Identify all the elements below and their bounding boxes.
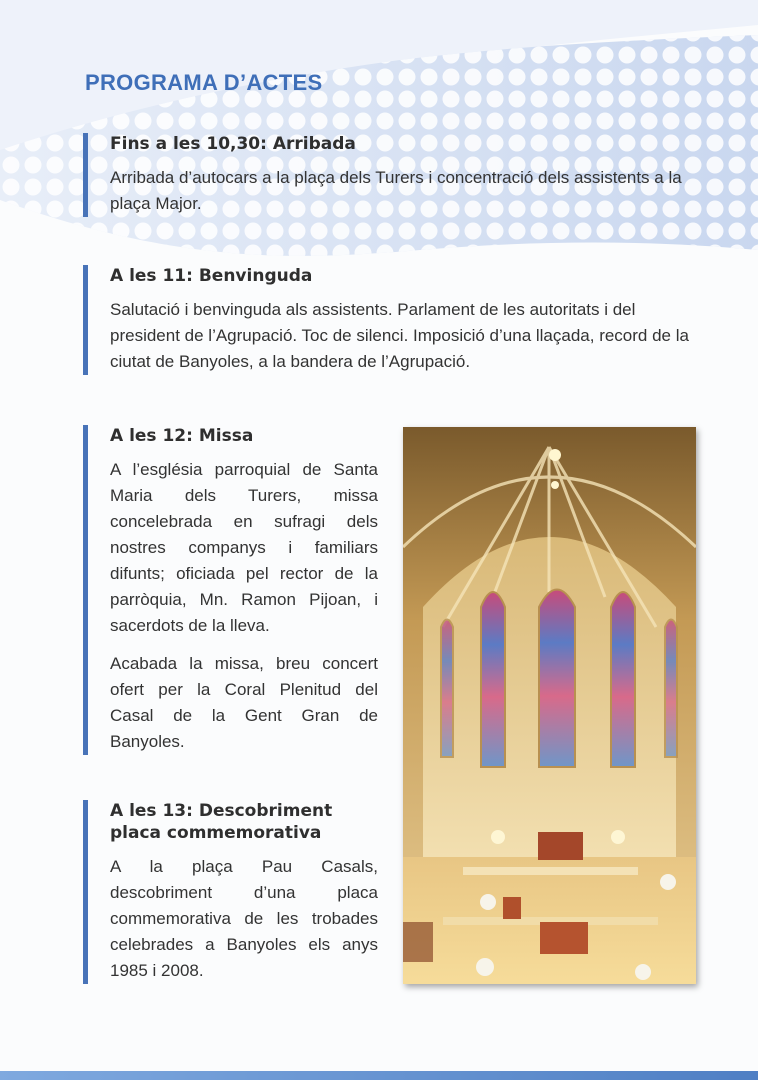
section-text: Acabada la missa, breu concert ofert per la Coral Plenitud del Casal de la Gent Gran de Banyoles. bbox=[110, 654, 378, 751]
section-mass bbox=[83, 425, 378, 755]
section-text: A la plaça Pau Casals, descobriment d’una placa commemorativa de les trobades celebrades a Banyoles els anys 1985 i 2008. bbox=[110, 857, 378, 980]
section-heading: A les 11: Benvinguda bbox=[110, 266, 313, 286]
church-illustration bbox=[403, 427, 696, 984]
section-heading: A les 13: Descobriment placa commemorativa bbox=[110, 801, 333, 843]
section-heading: A les 12: Missa bbox=[110, 426, 254, 446]
church-interior-photo bbox=[403, 427, 696, 984]
section-arrival bbox=[83, 133, 700, 217]
section-heading: Fins a les 10,30: Arribada bbox=[110, 134, 356, 154]
section-text: Arribada d’autocars a la plaça dels Turers i concentració dels assistents a la plaça Major. bbox=[110, 168, 682, 213]
section-welcome bbox=[83, 265, 700, 375]
section-plaque bbox=[83, 800, 378, 984]
bottom-band bbox=[0, 1071, 758, 1080]
section-text: Salutació i benvinguda als assistents. Parlament de les autoritats i del president de l’Agrupació. Toc de silenci. Imposició d’una llaçada, record de la ciutat de Banyoles, a la bandera de l’Agrupació. bbox=[110, 300, 689, 371]
page-title: PROGRAMA D’ACTES bbox=[85, 70, 323, 95]
section-text: A l’església parroquial de Santa Maria dels Turers, missa concelebrada en sufragi dels nostres companys i familiars difunts; oficiada pel rector de la parròquia, Mn. Ramon Pijoan, i sacerdots de la lleva. bbox=[110, 460, 378, 635]
